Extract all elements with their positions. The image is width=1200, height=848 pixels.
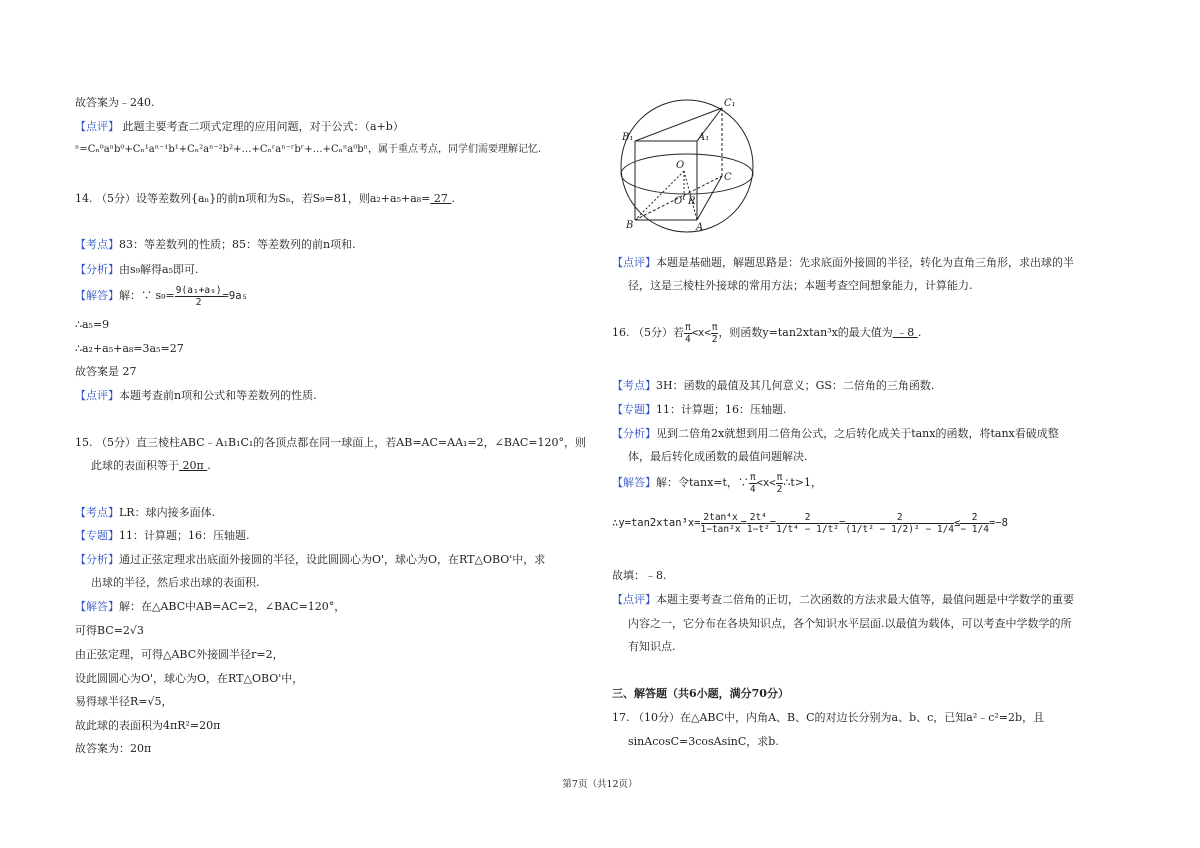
frac-den: 2 [711, 333, 718, 345]
eq-frac-3 [776, 512, 839, 535]
eq-sign: = [769, 517, 777, 529]
comment-tag: 【点评】 [612, 593, 656, 606]
center-line: 设此圆圆心为O'，球心为O，在RT△OBO'中， [75, 672, 304, 685]
topic-tag: 【专题】 [75, 529, 119, 542]
solution-15 [75, 600, 345, 614]
binomial-formula: ⁿ=Cₙ⁰aⁿb⁰+Cₙ¹aⁿ⁻¹b¹+Cₙ²aⁿ⁻²b²+…+Cₙʳaⁿ⁻ʳbʳ+…+Cₙⁿa⁰bⁿ，属于重点考点，同学们需要理解记忆. [75, 144, 542, 155]
topic-tag: 【专题】 [612, 403, 656, 416]
analysis-tag: 【分析】 [612, 427, 656, 440]
pi-over-4 [684, 322, 692, 345]
frac-den: − 1/4 [960, 523, 989, 535]
frac-den: 1−tan²x [700, 523, 741, 535]
answer-13: 故答案为﹣240. [75, 96, 155, 109]
analysis-14-text: 由s₉解得a₅即可. [119, 263, 199, 276]
inequality: <x< [691, 327, 711, 339]
pi-over-4 [749, 472, 757, 495]
frac-num: 2 [845, 512, 954, 524]
bc-line: 可得BC=2√3 [75, 624, 144, 637]
edge-ac [697, 176, 722, 220]
frac-num: 2 [776, 512, 839, 524]
keypoint-15-text: LR：球内接多面体. [119, 506, 216, 519]
comment-14-text: 本题考查前n项和公式和等差数列的性质. [119, 389, 317, 402]
sphere-prism-figure [612, 96, 762, 236]
eq-frac-4 [845, 512, 954, 535]
question-14-end: . [451, 192, 455, 205]
question-16-text: 16. （5分）若 [612, 326, 684, 339]
eq-frac-1 [701, 512, 741, 535]
a5-line: ∴a₅=9 [75, 318, 110, 331]
solution-15-text: 解：在△ABC中AB=AC=2，∠BAC=120°， [119, 600, 346, 613]
keypoint-tag: 【考点】 [612, 379, 656, 392]
comment-13 [75, 120, 404, 134]
question-15-line2 [75, 459, 211, 473]
sum-line: ∴a₂+a₅+a₈=3a₅=27 [75, 342, 184, 355]
comment-14 [75, 389, 317, 403]
question-15-end: . [207, 459, 211, 472]
question-16-answer: ﹣8 [892, 326, 918, 339]
frac-den: 4 [749, 483, 756, 495]
answer-16: 故填：﹣8. [612, 569, 667, 582]
analysis-tag: 【分析】 [75, 263, 119, 276]
solution-16-text: 解：令tanx=t，∵ [656, 476, 749, 489]
s9-fraction [175, 285, 223, 308]
solution-16 [612, 468, 822, 498]
answer-14: 故答案是 27 [75, 365, 137, 378]
s9-denominator: 2 [195, 296, 202, 308]
question-17-line1: 17. （10分）在△ABC中，内角A、B、C的对边长分别为a、b、c，已知a²﹣c²=2b，且 [612, 711, 1045, 724]
sphere-equator [621, 154, 753, 194]
topic-15-text: 11：计算题；16：压轴题. [119, 529, 250, 542]
frac-den: 1/t⁴ − 1/t² [776, 523, 840, 535]
analysis-15-line2: 出球的半径，然后求出球的表面积. [91, 576, 260, 589]
topic-16-text: 11：计算题；16：压轴题. [656, 403, 787, 416]
comment-16-line3: 有知识点. [628, 640, 676, 653]
frac-den: (1/t² − 1/2)² − 1/4 [845, 523, 955, 535]
comment-16 [612, 593, 1074, 607]
topic-15 [75, 529, 250, 543]
question-14 [75, 192, 455, 206]
eq-frac-2 [747, 512, 770, 535]
keypoint-16-text: 3H：函数的最值及其几何意义；GS：二倍角的三角函数. [656, 379, 935, 392]
frac-den: 1−t² [746, 523, 770, 535]
s9-numerator: 9(a₁+a₉) [175, 284, 222, 296]
label-c: C [724, 172, 732, 183]
eq-sign: = [839, 517, 846, 529]
label-a1: A₁ [698, 132, 710, 143]
analysis-tag: 【分析】 [75, 553, 119, 566]
keypoint-tag: 【考点】 [75, 506, 119, 519]
label-c1: C₁ [724, 98, 736, 109]
comment-tag: 【点评】 [612, 256, 656, 269]
label-o-prime: O' [674, 196, 685, 207]
label-r: R [688, 196, 696, 207]
sphere-outline [621, 100, 753, 232]
comment-tag: 【点评】 [75, 120, 119, 133]
topic-16 [612, 403, 787, 417]
analysis-16 [612, 427, 1059, 441]
comment-15-line2: 径，这是三棱柱外接球的常用方法；本题考查空间想象能力，计算能力. [628, 279, 973, 292]
eq-frac-5 [960, 512, 989, 535]
comment-tag: 【点评】 [75, 389, 119, 402]
frac-num: 2t⁴ [747, 512, 770, 524]
eq-lhs: ∴y=tan2xtan³x= [612, 517, 701, 529]
area-line: 故此球的表面积为4πR²=20π [75, 719, 221, 732]
keypoint-14 [75, 238, 356, 252]
comment-15-text: 本题是基础题，解题思路是：先求底面外接圆的半径，转化为直角三角形，求出球的半 [656, 256, 1074, 269]
label-b: B [626, 220, 634, 231]
question-16 [612, 318, 921, 348]
solution-tag: 【解答】 [75, 289, 119, 302]
eq-result: =−8 [988, 517, 1008, 529]
comment-16-text: 本题主要考查二倍角的正切，二次函数的方法求最大值等，最值问题是中学数学的重要 [656, 593, 1074, 606]
question-16-end: . [917, 326, 922, 339]
label-o: O [676, 160, 685, 171]
page-footer: 第7页（共12页） [562, 779, 638, 790]
frac-num: 2 [960, 512, 989, 524]
label-b1: B₁ [622, 132, 634, 143]
frac-num: π [711, 321, 718, 333]
comment-15 [612, 256, 1074, 270]
analysis-15-text: 通过正弦定理求出底面外接圆的半径，设此圆圆心为O'，球心为O，在RT△OBO'中，求 [119, 553, 546, 566]
keypoint-15 [75, 506, 215, 520]
solution-tag: 【解答】 [612, 476, 656, 489]
question-16-text2: ，则函数y=tan2xtan³x的最大值为 [718, 326, 893, 339]
question-15-line1: 15. （5分）直三棱柱ABC﹣A₁B₁C₁的各顶点都在同一球面上，若AB=AC=AA₁=2，∠BAC=120°，则 [75, 436, 587, 449]
radius-line: 由正弦定理，可得△ABC外接圆半径r=2， [75, 648, 284, 661]
analysis-16-line2: 体，最后转化成函数的最值问题解决. [628, 450, 808, 463]
question-14-answer: 27 [430, 192, 452, 205]
analysis-15 [75, 553, 545, 567]
label-a: A [696, 222, 704, 233]
solution-14-text: 解：∵ s₉= [119, 289, 175, 302]
answer-15: 故答案为：20π [75, 742, 152, 755]
frac-den: 4 [685, 333, 691, 345]
question-15-answer: 20π [179, 459, 208, 472]
keypoint-16 [612, 379, 934, 393]
comment-13-text: 此题主要考查二项式定理的应用问题，对于公式：（a+b） [122, 120, 404, 133]
solution-16-text2: ∴t>1， [783, 476, 822, 489]
frac-num: 2tan⁴x [701, 512, 741, 524]
eq-sign: = [740, 517, 747, 529]
question-17-line2: sinAcosC=3cosAsinC，求b. [628, 735, 779, 748]
inequality: <x< [756, 477, 776, 489]
solution-tag: 【解答】 [75, 600, 119, 613]
analysis-16-text: 见到二倍角2x就想到用二倍角公式，之后转化成关于tanx的函数，将tanx看破成整 [656, 427, 1059, 440]
question-14-text: 14. （5分）设等差数列{aₙ}的前n项和为Sₙ，若S₉=81，则a₂+a₅+a₈= [75, 192, 431, 205]
question-15-text: 此球的表面积等于 [91, 459, 179, 472]
keypoint-14-text: 83：等差数列的性质；85：等差数列的前n项和. [119, 238, 356, 251]
frac-num: π [776, 471, 783, 483]
frac-den: 2 [776, 483, 783, 495]
keypoint-tag: 【考点】 [75, 238, 119, 251]
sphere-radius-line: 易得球半径R=√5， [75, 695, 173, 708]
analysis-14 [75, 263, 199, 277]
section-3-heading: 三、解答题（共6小题，满分70分） [612, 687, 789, 700]
comment-16-line2: 内容之一，它分布在各块知识点，各个知识水平层面.以最值为载体，可以考查中学数学的所 [628, 617, 1072, 630]
equation-chain [612, 506, 1008, 540]
solution-14 [75, 281, 248, 311]
frac-num: π [685, 321, 691, 333]
s9-result: =9a₅ [222, 290, 248, 302]
le-sign: ≤ [954, 517, 961, 529]
frac-num: π [749, 471, 756, 483]
